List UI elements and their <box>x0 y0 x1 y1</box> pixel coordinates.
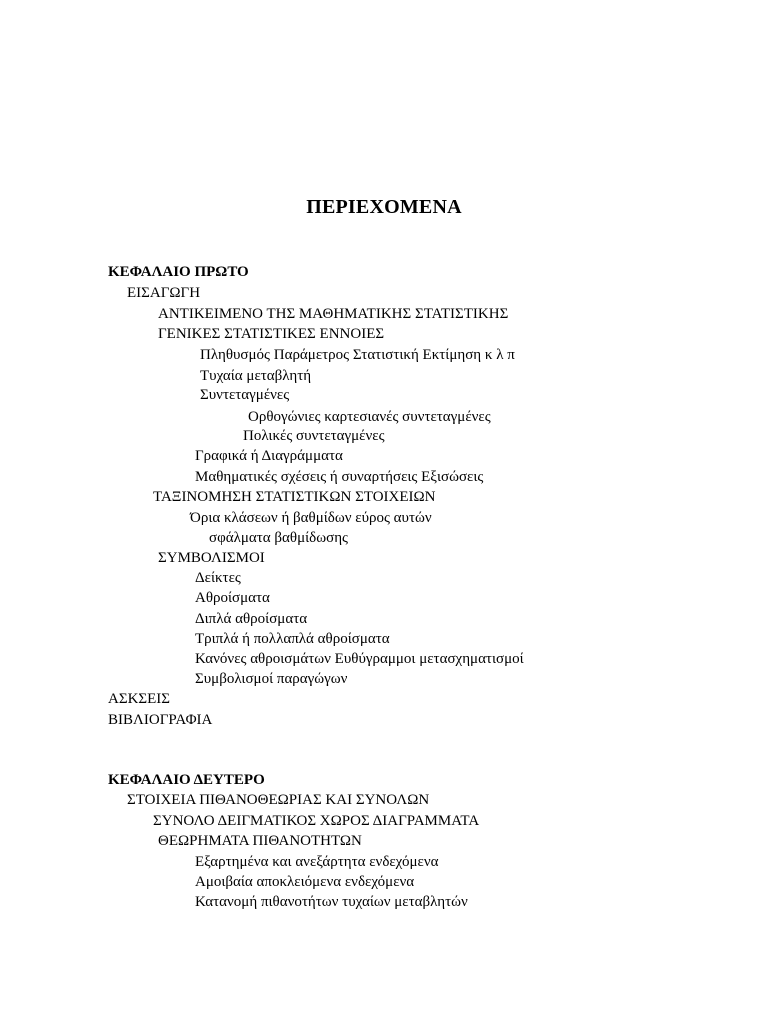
toc-entry: Συντεταγμένες <box>200 387 290 403</box>
toc-entry: ΓΕΝΙΚΕΣ ΣΤΑΤΙΣΤΙΚΕΣ ΕΝΝΟΙΕΣ <box>158 326 385 342</box>
toc-entry: Μαθηματικές σχέσεις ή συναρτήσεις Εξισώσεις <box>195 469 484 485</box>
toc-entry: Πολικές συντεταγμένες <box>243 428 385 444</box>
toc-entry: ΑΣΚΣΕΙΣ <box>108 691 171 707</box>
toc-entry: Συμβολισμοί παραγώγων <box>195 671 348 687</box>
toc-entry: ΣΤΟΙΧΕΙΑ ΠΙΘΑΝΟΘΕΩΡΙΑΣ ΚΑΙ ΣΥΝΟΛΩΝ <box>127 792 430 808</box>
chapter-heading: ΚΕΦΑΛΑΙΟ ΠΡΩΤΟ <box>108 264 249 280</box>
toc-entry: Κατανομή πιθανοτήτων τυχαίων μεταβλητών <box>195 894 468 910</box>
toc-entry: ΘΕΩΡΗΜΑΤΑ ΠΙΘΑΝΟΤΗΤΩΝ <box>158 833 362 849</box>
toc-entry: Αμοιβαία αποκλειόμενα ενδεχόμενα <box>195 874 415 890</box>
chapter-heading: ΚΕΦΑΛΑΙΟ ΔΕΥΤΕΡΟ <box>108 772 265 788</box>
toc-entry: Κανόνες αθροισμάτων Ευθύγραμμοι μετασχηματισμοί <box>195 651 524 667</box>
toc-entry: ΑΝΤΙΚΕΙΜΕΝΟ ΤΗΣ ΜΑΘΗΜΑΤΙΚΗΣ ΣΤΑΤΙΣΤΙΚΗΣ <box>158 306 509 322</box>
toc-entry: Τυχαία μεταβλητή <box>200 368 312 384</box>
page-title: ΠΕΡΙΕΧΟΜΕΝΑ <box>306 196 462 218</box>
toc-entry: Δείκτες <box>195 570 241 586</box>
toc-entry: Όρια κλάσεων ή βαθμίδων εύρος αυτών <box>190 510 432 526</box>
toc-entry: ΤΑΞΙΝΟΜΗΣΗ ΣΤΑΤΙΣΤΙΚΩΝ ΣΤΟΙΧΕΙΩΝ <box>153 489 436 505</box>
toc-entry: σφάλματα βαθμίδωσης <box>209 530 348 546</box>
toc-entry: Διπλά αθροίσματα <box>195 611 308 627</box>
toc-entry: Εξαρτημένα και ανεξάρτητα ενδεχόμενα <box>195 854 439 870</box>
toc-entry: ΣΥΜΒΟΛΙΣΜΟΙ <box>158 550 265 566</box>
toc-entry: ΒΙΒΛΙΟΓΡΑΦΙΑ <box>108 712 213 728</box>
toc-entry: Ορθογώνιες καρτεσιανές συντεταγμένες <box>248 409 491 425</box>
toc-entry: Τριπλά ή πολλαπλά αθροίσματα <box>195 631 390 647</box>
toc-entry: Γραφικά ή Διαγράμματα <box>195 448 343 464</box>
toc-entry: Αθροίσματα <box>195 590 270 606</box>
toc-entry: ΣΥΝΟΛΟ ΔΕΙΓΜΑΤΙΚΟΣ ΧΩΡΟΣ ΔΙΑΓΡΑΜΜΑΤΑ <box>153 813 480 829</box>
toc-entry: ΕΙΣΑΓΩΓΗ <box>127 285 201 301</box>
toc-entry: Πληθυσμός Παράμετρος Στατιστική Εκτίμηση κ λ π <box>200 347 515 363</box>
